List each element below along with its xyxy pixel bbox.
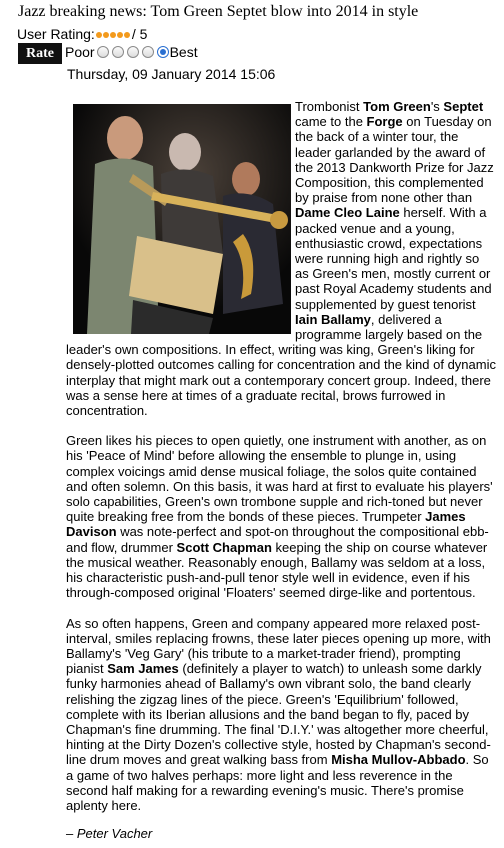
article-name-highlight: James Davison: [66, 509, 466, 540]
rating-dot-icon: [103, 32, 109, 38]
article-text-run: (definitely a player to watch) to unleash some darkly funky harmonies ahead of Ballamy's own vibrant solo, the band clearly relishing the zigzag lines of the piece. Green's 'Equilibrium' followed, complete with its Iberian allusions and the band began to fly, paced by Chapman's fine drumming. The final 'D.I.Y.' was altogether more cheerful, hinting at the Dirty Dozen's collective style, hosted by Chapman's second-line drum moves and great walking bass from: [66, 661, 491, 768]
rate-button[interactable]: Rate: [18, 43, 62, 64]
user-rating-value: / 5: [131, 26, 148, 42]
article-text-run: herself. With a packed venue and a young, enthusiastic crowd, expectations were running high and rightly so as Green's men, mostly current or past Royal Academy students and supplemented by guest tenorist: [295, 205, 492, 312]
article-text-run: . So a game of two halves perhaps: more light and less reverence in the second half making for a rewarding evening's music. There's promise aplenty here.: [66, 752, 489, 813]
rating-stars-icon: [96, 24, 131, 42]
rating-radio-1[interactable]: [97, 46, 109, 58]
rating-dot-icon: [124, 32, 130, 38]
rating-poor-label: Poor: [65, 44, 95, 60]
article-name-highlight: Iain Ballamy: [295, 311, 371, 327]
article-name-highlight: Sam James: [107, 661, 179, 677]
article-text-run: came to the: [295, 114, 367, 130]
user-rating-label: User Rating:: [17, 26, 95, 42]
rating-dot-icon: [117, 32, 123, 38]
article-text-run: , delivered a programme largely based on the leader's own compositions. In effect, writing was king, Green's liking for densely-plotted outcomes calling for concentration and the kind of dynamic interplay that might mark out a contemporary concert group. Indeed, there was a sense here at times of a graduate recital, brows furrowed in concentration.: [66, 311, 496, 419]
article-date: Thursday, 09 January 2014 15:06: [67, 66, 276, 82]
article-title: Jazz breaking news: Tom Green Septet blow into 2014 in style: [18, 3, 419, 20]
user-rating: [17, 24, 147, 43]
article-name-highlight: Misha Mullov-Abbado: [331, 752, 466, 768]
article-byline: – Peter Vacher: [66, 826, 153, 841]
article-text-run: 's: [430, 99, 444, 114]
band-photo-image: [73, 104, 291, 334]
article-name-highlight: Forge: [366, 114, 403, 130]
article-text-run: Green likes his pieces to open quietly, one instrument with another, as on his 'Peace of Mind' before allowing the ensemble to plunge in, using complex voicings amid dense musical foliage, the solos quite contained and often solemn. On this basis, it was hard at first to evaluate his players' solo capabilities, Green's own trombone supple and rich-toned but never quite breaking free from the bonds of these pieces. Trumpeter: [66, 433, 493, 525]
article-text-run: keeping the ship on course whatever the musical weather. Reasonably enough, Ballamy was seldom at a loss, his characteristic push-and-pull tenor style well in evidence, even if his through-composed original 'Floaters' seemed dirge-like and portentous.: [66, 539, 488, 601]
rating-radio-group: [65, 43, 198, 61]
article-name-highlight: Tom Green: [363, 99, 431, 114]
rating-radio-5[interactable]: [157, 46, 169, 58]
rating-dot-icon: [110, 32, 116, 38]
article-text-run: on Tuesday on the back of a winter tour, the leader garlanded by the award of the 2013 Dankworth Prize for Jazz Composition, this complemented by praise from none other than: [295, 114, 494, 206]
rating-best-label: Best: [169, 44, 198, 60]
article-paragraph-2: [66, 433, 496, 600]
article-paragraph-3: [66, 616, 496, 814]
article-name-highlight: Septet: [443, 99, 484, 114]
rating-dot-icon: [96, 32, 102, 38]
rating-radio-3[interactable]: [127, 46, 139, 58]
rating-radio-2[interactable]: [112, 46, 124, 58]
article-name-highlight: Dame Cleo Laine: [295, 205, 400, 221]
article-text-run: Trombonist: [295, 99, 364, 114]
article-text-run: was note-perfect and spot-on throughout the compositional ebb-and flow, drummer: [66, 524, 489, 555]
band-photo: [73, 104, 291, 334]
article-name-highlight: Scott Chapman: [176, 539, 272, 555]
article-text-run: As so often happens, Green and company appeared more relaxed post-interval, smiles replacing frowns, these later pieces opening up more, with Ballamy's 'Veg Gary' (his tribute to a market-trader friend), prompting pianist: [66, 615, 491, 677]
rating-radio-4[interactable]: [142, 46, 154, 58]
